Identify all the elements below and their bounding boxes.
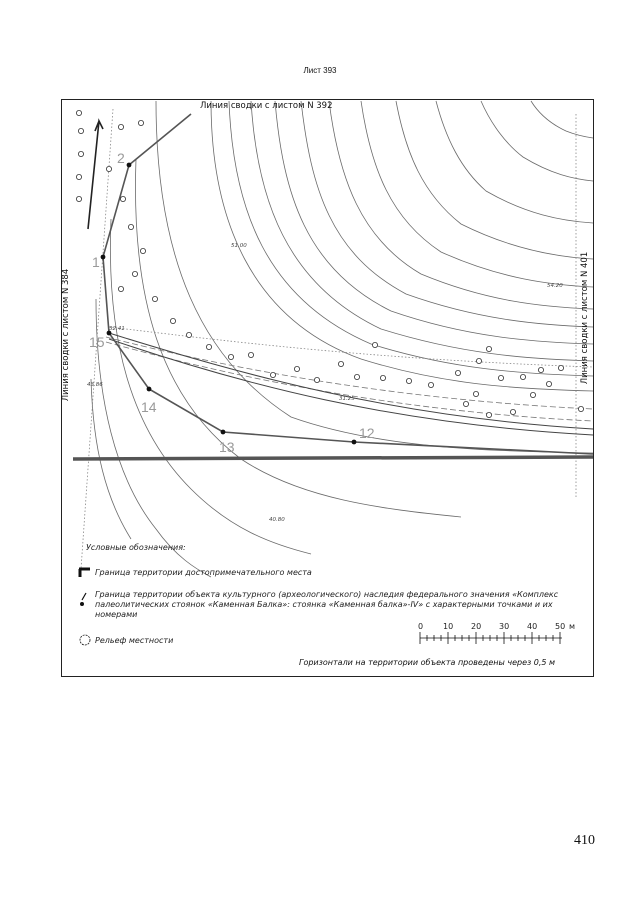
- elevation-mark: 51.00: [231, 243, 247, 249]
- scale-ruler: [418, 624, 568, 652]
- scale-tick-label: 30: [499, 622, 510, 631]
- boundary-attraction-icon: [78, 565, 92, 579]
- match-line-right: Линия сводки с листом N 401: [580, 251, 590, 385]
- elevation-mark: 31.25: [339, 396, 355, 402]
- scale-tick-label: 50: [555, 622, 566, 631]
- point-number-14: 14: [141, 399, 157, 415]
- legend-item-label: Граница территории объекта культурного (археологического) наследия федерального значения «Комплекс палеолитических стоянок «Каменная Балка»: стоянка «Каменная балка»-IV» с характерными точками и их номерами: [95, 590, 559, 619]
- point-number-12: 12: [359, 425, 375, 441]
- road-line: [109, 333, 593, 429]
- contour-line: [275, 101, 593, 344]
- scale-bar: [408, 624, 583, 652]
- point-number-13: 13: [219, 439, 235, 455]
- contour-line: [436, 101, 593, 223]
- scale-tick-label: 20: [471, 622, 482, 631]
- match-line-top: Линия сводки с листом N 392: [200, 101, 333, 111]
- road-line: [109, 339, 593, 435]
- point-dot: [101, 255, 106, 260]
- boundary-heritage-icon: [78, 590, 92, 608]
- point-number-1: 1: [92, 254, 100, 270]
- attraction-boundary-arrow: [88, 121, 103, 229]
- point-dot: [147, 387, 152, 392]
- legend-title: Условные обозначения:: [86, 543, 186, 552]
- scale-unit: м: [569, 622, 576, 631]
- dotted-boundary: [109, 327, 593, 367]
- point-dot: [352, 440, 357, 445]
- elevation-mark: 43.86: [87, 382, 103, 388]
- point-dot: [127, 163, 132, 168]
- scale-tick-label: 0: [418, 622, 424, 631]
- relief-icon: [78, 633, 92, 647]
- sheet-title: Лист 393: [303, 66, 337, 75]
- contour-line: [156, 101, 593, 453]
- elevation-mark: 40.80: [269, 517, 285, 523]
- contour-line: [481, 101, 593, 181]
- legend-item-label: Рельеф местности: [95, 636, 174, 645]
- contour-line: [396, 101, 593, 259]
- elevation-mark: 54.20: [547, 283, 563, 289]
- contour-line: [251, 101, 593, 361]
- contour-line: [211, 101, 593, 391]
- scale-tick-label: 40: [527, 622, 538, 631]
- contour-line: [229, 101, 593, 376]
- contour-lines: [91, 101, 593, 577]
- page-number: 410: [574, 833, 595, 848]
- point-dot: [221, 430, 226, 435]
- match-line-left: Линия сводки с листом N 384: [61, 268, 71, 402]
- elevation-mark: 32.41: [109, 326, 125, 332]
- point-number-2: 2: [117, 150, 125, 166]
- contour-line: [329, 101, 593, 309]
- contour-line: [531, 101, 593, 138]
- footnote: Горизонтали на территории объекта проведены через 0,5 м: [299, 658, 556, 667]
- heritage-boundary: [103, 114, 593, 454]
- legend-item-label: Граница территории достопримечательного места: [95, 568, 312, 577]
- scale-tick-label: 10: [443, 622, 454, 631]
- contour-line: [361, 101, 593, 287]
- point-number-15: 15: [89, 334, 105, 350]
- attraction-boundary: [73, 457, 593, 459]
